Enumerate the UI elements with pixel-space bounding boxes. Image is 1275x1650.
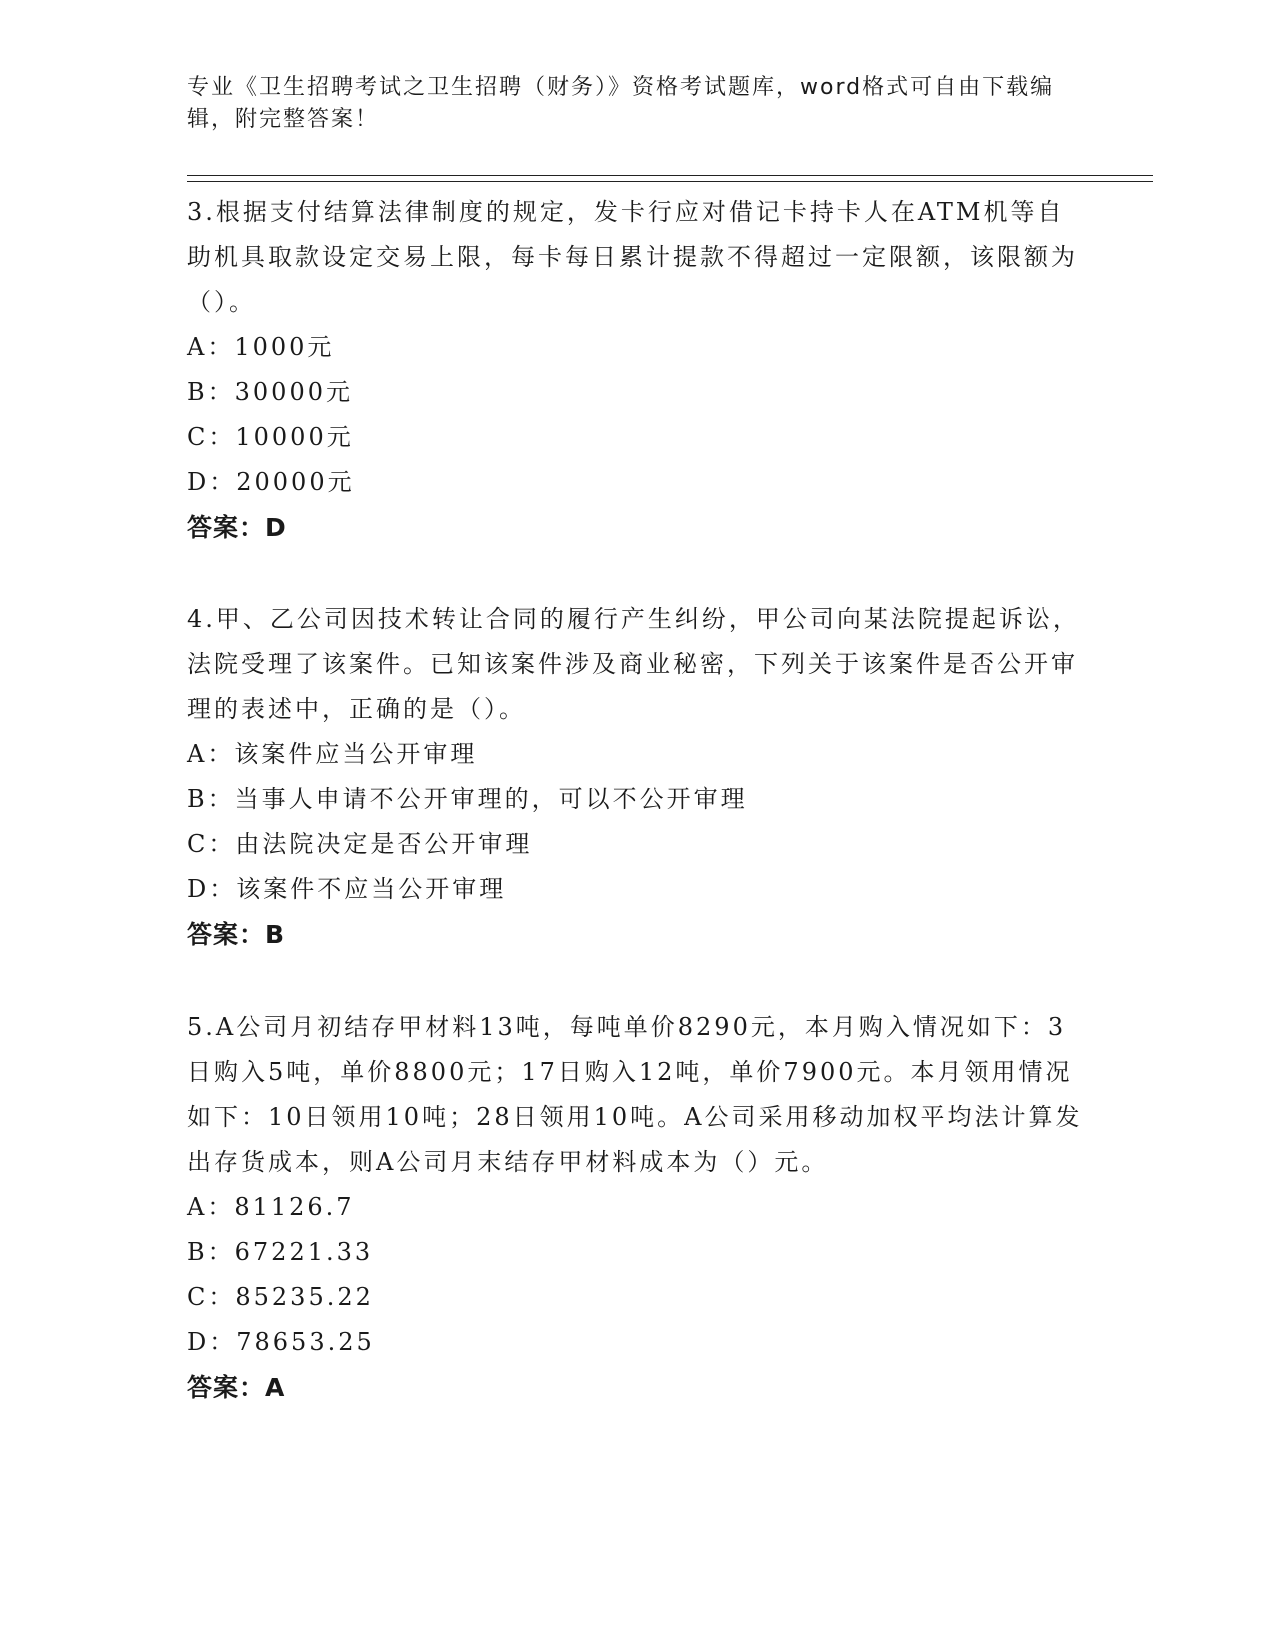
- question-text: 3.根据支付结算法律制度的规定，发卡行应对借记卡持卡人在ATM机等自助机具取款设定交易上限，每卡每日累计提款不得超过一定限额，该限额为（）。: [187, 198, 1078, 316]
- answer-label: 答案：D: [187, 513, 287, 542]
- option-c: C：85235.22: [187, 1283, 374, 1311]
- question-4: [187, 597, 1087, 957]
- option-b: B：当事人申请不公开审理的，可以不公开审理: [187, 785, 748, 813]
- option-d: D：该案件不应当公开审理: [187, 875, 507, 903]
- question-5: [187, 1005, 1087, 1410]
- option-a: A：81126.7: [187, 1193, 355, 1221]
- question-text: 5.A公司月初结存甲材料13吨，每吨单价8290元，本月购入情况如下：3日购入5吨，单价8800元；17日购入12吨，单价7900元。本月领用情况如下：10日领用10吨；28日领用10吨。A公司采用移动加权平均法计算发出存货成本，则A公司月末结存甲材料成本为（）元。: [187, 1013, 1083, 1176]
- document-header: 专业《卫生招聘考试之卫生招聘（财务）》资格考试题库，word格式可自由下载编辑，附完整答案！: [187, 75, 1055, 132]
- answer-label: 答案：A: [187, 1373, 286, 1402]
- header-divider-secondary: [187, 181, 1153, 182]
- question-3: [187, 190, 1087, 550]
- option-d: D：20000元: [187, 468, 355, 496]
- option-b: B：67221.33: [187, 1238, 374, 1266]
- option-d: D：78653.25: [187, 1328, 375, 1356]
- answer-label: 答案：B: [187, 920, 286, 949]
- option-b: B：30000元: [187, 378, 353, 406]
- option-c: C：由法院决定是否公开审理: [187, 830, 533, 858]
- header-divider: [187, 175, 1153, 176]
- question-text: 4.甲、乙公司因技术转让合同的履行产生纠纷，甲公司向某法院提起诉讼，法院受理了该案件。已知该案件涉及商业秘密，下列关于该案件是否公开审理的表述中，正确的是（）。: [187, 605, 1080, 723]
- option-a: A：该案件应当公开审理: [187, 740, 478, 768]
- option-c: C：10000元: [187, 423, 354, 451]
- option-a: A：1000元: [187, 333, 335, 361]
